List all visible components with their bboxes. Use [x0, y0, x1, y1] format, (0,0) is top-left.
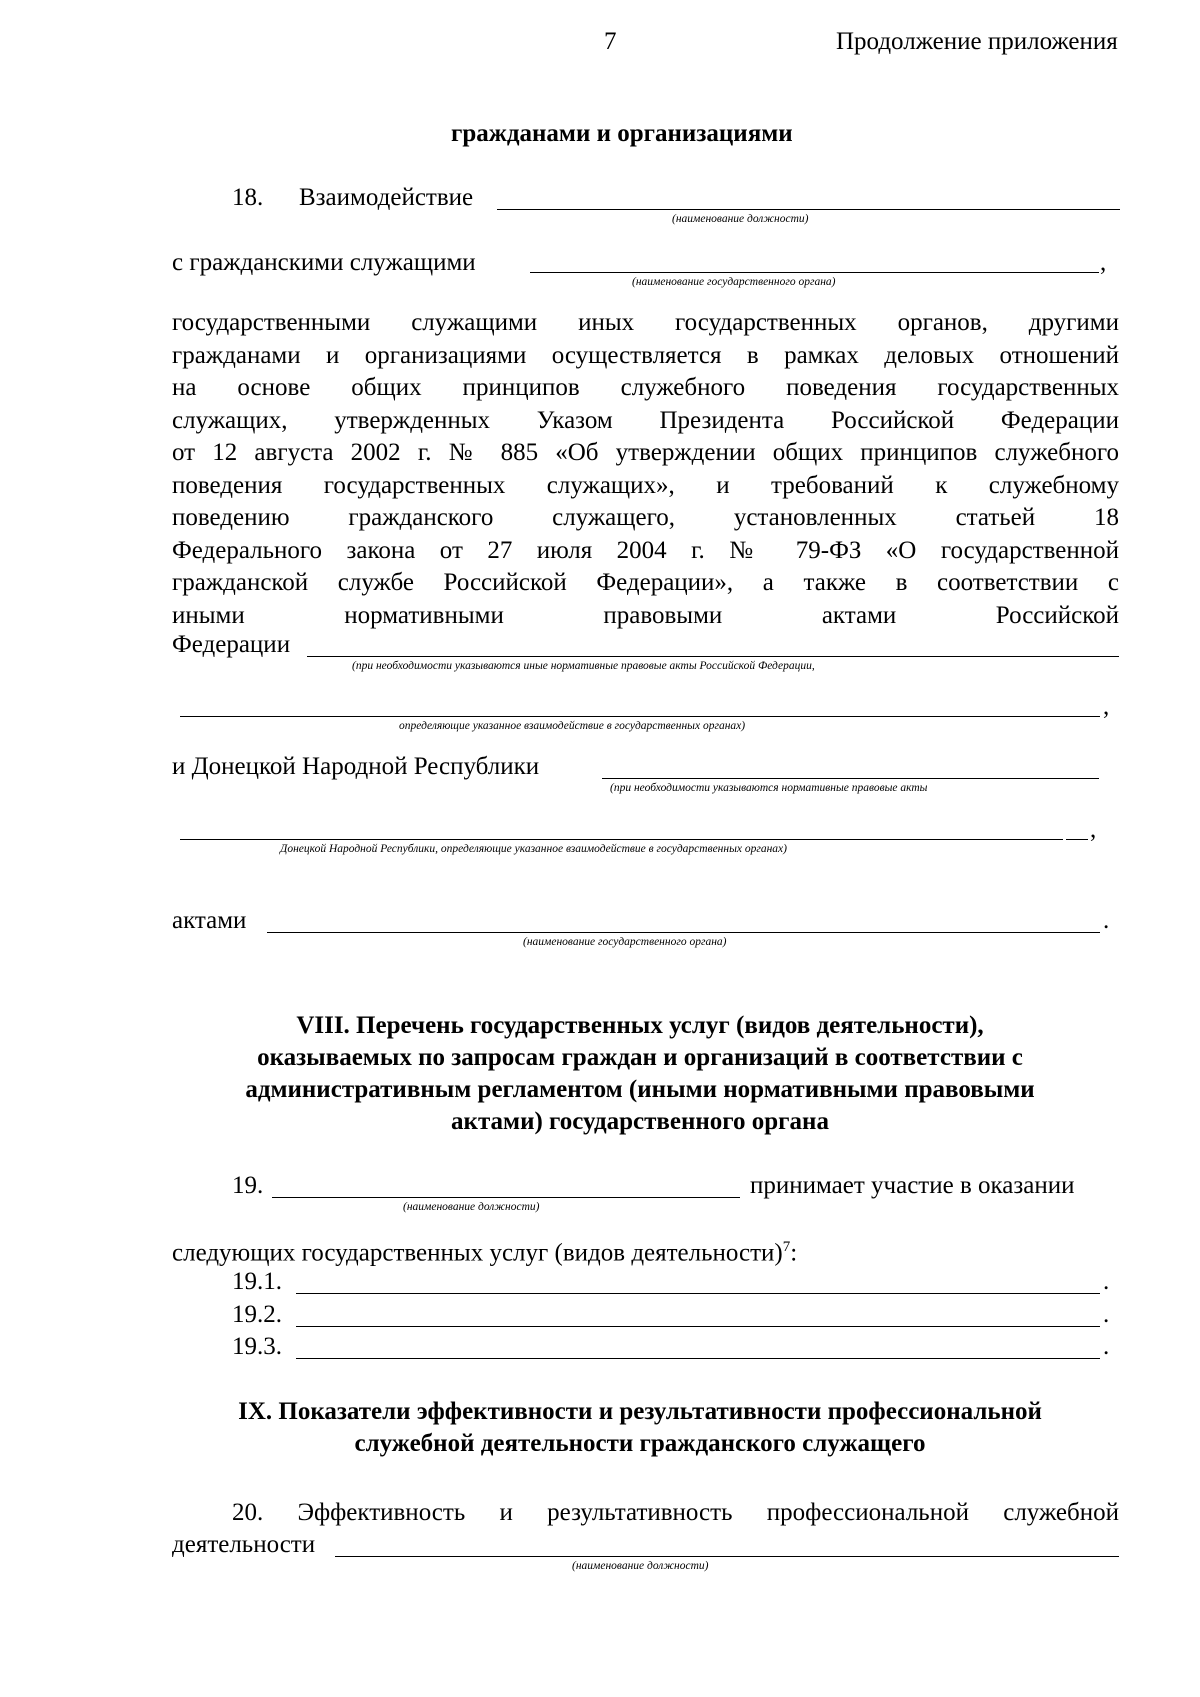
blank-dnr-acts-2[interactable] — [180, 839, 1063, 840]
period-19-2: . — [1103, 1301, 1110, 1328]
activity-label: деятельности — [172, 1531, 316, 1558]
colon: : — [790, 1239, 798, 1267]
caption-organ-18: (наименование государственного органа) — [632, 276, 836, 288]
heading-line: оказываемых по запросам граждан и организаций в соответствии с — [257, 1044, 1023, 1071]
blank-rf-acts[interactable] — [307, 656, 1119, 657]
acts-label: актами — [172, 907, 247, 934]
body-line: от 12 августа 2002 г. № 885 «Об утверждении общих принципов служебного — [172, 439, 1119, 466]
item-19-2-label: 19.2. — [232, 1301, 282, 1328]
blank-rf-acts-2[interactable] — [180, 716, 1100, 717]
blank-organ-acts[interactable] — [267, 932, 1100, 933]
caption-position-19: (наименование должности) — [403, 1201, 540, 1213]
item-18-lead: Взаимодействие — [299, 184, 474, 211]
caption-dnr-acts-2: Донецкой Народной Республики, определяющие указанное взаимодействие в государственных органах) — [280, 843, 787, 855]
blank-dnr-acts[interactable] — [602, 778, 1099, 779]
heading-line: административным регламентом (иными нормативными правовыми — [245, 1076, 1035, 1103]
body-line: иными нормативными правовыми актами Российской — [172, 601, 1119, 629]
federation-word: Федерации — [172, 631, 291, 658]
body-line: гражданами и организациями осуществляется в рамках деловых отношений — [172, 341, 1119, 369]
caption-position-18: (наименование должности) — [672, 213, 809, 225]
blank-19-1[interactable] — [296, 1293, 1100, 1294]
paragraph-20-line1 — [232, 1497, 1119, 1530]
dnr-label: и Донецкой Народной Республики — [172, 753, 540, 780]
blank-position-18[interactable] — [497, 209, 1120, 210]
item-19-1-label: 19.1. — [232, 1268, 282, 1295]
caption-position-20: (наименование должности) — [572, 1560, 709, 1572]
caption-organ-acts: (наименование государственного органа) — [523, 936, 727, 948]
body-line: 20. Эффективность и результативность профессиональной служебной — [232, 1499, 1119, 1526]
heading-line: IX. Показатели эффективности и результативности профессиональной — [238, 1398, 1042, 1425]
body-line: поведения государственных служащих», и требований к служебному — [172, 471, 1119, 499]
blank-dnr-acts-2-tail[interactable] — [1066, 839, 1088, 840]
body-line: государственными служащими иных государственных органов, другими — [172, 309, 1119, 336]
continuation-note: Продолжение приложения — [836, 28, 1118, 55]
comma-3: , — [1090, 816, 1097, 843]
services-line — [172, 1232, 797, 1268]
section-8-heading — [160, 1010, 1120, 1138]
section-heading-tail: гражданами и организациями — [451, 120, 793, 147]
comma-2: , — [1103, 693, 1110, 720]
body-line: Федерального закона от 27 июля 2004 г. № 79-ФЗ «О государственной — [172, 536, 1119, 564]
caption-rf-acts-2: определяющие указанное взаимодействие в государственных органах) — [399, 720, 746, 732]
blank-organ-18[interactable] — [530, 272, 1099, 273]
body-line: гражданской службе Российской Федерации», а также в соответствии с — [172, 569, 1119, 596]
footnote-mark[interactable]: 7 — [782, 1239, 791, 1255]
item-19-number: 19. — [232, 1172, 264, 1199]
paragraph-18-body — [172, 307, 1119, 632]
blank-19-2[interactable] — [296, 1326, 1100, 1327]
heading-line: служебной деятельности гражданского служащего — [354, 1430, 926, 1457]
body-line: поведению гражданского служащего, установленных статьей 18 — [172, 504, 1119, 531]
comma-1: , — [1100, 249, 1107, 276]
heading-line: актами) государственного органа — [451, 1108, 829, 1135]
blank-position-19[interactable] — [272, 1197, 740, 1198]
body-line: на основе общих принципов служебного поведения государственных — [172, 374, 1119, 401]
period-1: . — [1103, 907, 1110, 934]
heading-line: VIII. Перечень государственных услуг (видов деятельности), — [296, 1012, 984, 1039]
period-19-1: . — [1103, 1268, 1110, 1295]
item-19-tail: принимает участие в оказании — [750, 1172, 1075, 1199]
caption-dnr-acts-1: (при необходимости указываются нормативные правовые акты — [610, 782, 928, 794]
item-18-number: 18. — [232, 184, 264, 211]
caption-rf-acts-1: (при необходимости указываются иные нормативные правовые акты Российской Федерации, — [352, 660, 815, 672]
period-19-3: . — [1103, 1333, 1110, 1360]
item-19-3-label: 19.3. — [232, 1333, 282, 1360]
blank-position-20[interactable] — [335, 1556, 1119, 1557]
page-number: 7 — [604, 28, 617, 55]
services-text: следующих государственных услуг (видов деятельности) — [172, 1239, 783, 1267]
blank-19-3[interactable] — [296, 1358, 1100, 1359]
with-employees-label: с гражданскими служащими — [172, 249, 476, 276]
section-9-heading — [160, 1396, 1120, 1460]
body-line: служащих, утвержденных Указом Президента Российской Федерации — [172, 406, 1119, 434]
